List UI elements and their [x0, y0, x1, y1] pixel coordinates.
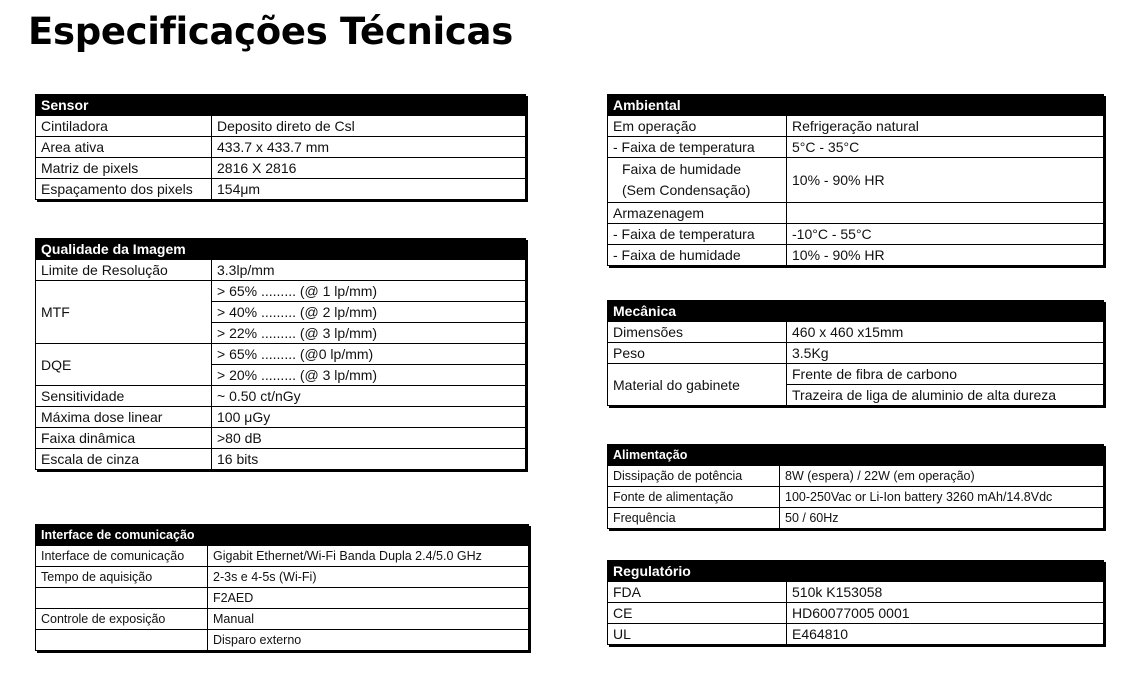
spec-value: > 40% ......... (@ 2 lp/mm) [212, 302, 526, 323]
spec-value: 3.3lp/mm [212, 260, 526, 281]
spec-label: - Faixa de temperatura [608, 224, 787, 245]
table-row [608, 603, 1104, 624]
section-header: Regulatório [608, 561, 1104, 582]
condensation-note: (Sem Condensação) [622, 182, 751, 198]
spec-value: 100-250Vac or Li-Ion battery 3260 mAh/14.8Vdc [780, 487, 1104, 508]
section-header: Ambiental [608, 95, 1104, 116]
table-row [36, 630, 529, 651]
spec-label-empty [36, 630, 208, 651]
spec-value: > 65% ......... (@ 1 lp/mm) [212, 281, 526, 302]
spec-label: Dimensões [608, 322, 787, 343]
spec-label: Cintiladora [36, 116, 212, 137]
spec-label: Frequência [608, 508, 780, 529]
table-row [608, 137, 1104, 158]
spec-label: Area ativa [36, 137, 212, 158]
spec-label: Faixa dinâmica [36, 428, 212, 449]
spec-label: Matriz de pixels [36, 158, 212, 179]
humidity-label: Faixa de humidade [622, 161, 742, 177]
table-row [608, 203, 1104, 224]
spec-value: Deposito direto de Csl [212, 116, 526, 137]
table-row [36, 116, 526, 137]
spec-value: 8W (espera) / 22W (em operação) [780, 466, 1104, 487]
spec-value: 10% - 90% HR [787, 158, 1104, 203]
communication-interface-table [35, 524, 529, 651]
spec-value: 16 bits [212, 449, 526, 470]
section-header: Interface de comunicação [36, 525, 529, 546]
table-row [608, 116, 1104, 137]
table-row [36, 567, 529, 588]
spec-value: Disparo externo [208, 630, 529, 651]
table-header-row [608, 561, 1104, 582]
table-row [36, 281, 526, 302]
spec-value: -10°C - 55°C [787, 224, 1104, 245]
spec-label: DQE [36, 344, 212, 386]
table-row [36, 137, 526, 158]
table-row [608, 343, 1104, 364]
spec-label: - Faixa de temperatura [608, 137, 787, 158]
spec-value: F2AED [208, 588, 529, 609]
table-header-row [608, 95, 1104, 116]
table-row [608, 466, 1104, 487]
spec-value: Trazeira de liga de aluminio de alta dureza [787, 385, 1104, 406]
spec-label: Dissipação de potência [608, 466, 780, 487]
spec-label: Máxima dose linear [36, 407, 212, 428]
spec-label: CE [608, 603, 787, 624]
table-row [608, 582, 1104, 603]
spec-value: ~ 0.50 ct/nGy [212, 386, 526, 407]
table-row [36, 407, 526, 428]
spec-value: 5°C - 35°C [787, 137, 1104, 158]
spec-value: 2816 X 2816 [212, 158, 526, 179]
table-header-row [36, 95, 526, 116]
spec-label: FDA [608, 582, 787, 603]
table-row [608, 245, 1104, 266]
spec-value: > 65% ......... (@0 lp/mm) [212, 344, 526, 365]
spec-value [787, 203, 1104, 224]
table-row [36, 158, 526, 179]
table-row [608, 322, 1104, 343]
table-row [36, 449, 526, 470]
spec-label: Em operação [608, 116, 787, 137]
table-header-row [608, 301, 1104, 322]
spec-value: Gigabit Ethernet/Wi-Fi Banda Dupla 2.4/5.0 GHz [208, 546, 529, 567]
spec-value: 100 μGy [212, 407, 526, 428]
spec-value: 154μm [212, 179, 526, 200]
table-row [36, 179, 526, 200]
spec-label: Sensitividade [36, 386, 212, 407]
spec-value: >80 dB [212, 428, 526, 449]
section-header: Alimentação [608, 445, 1104, 466]
section-header: Mecânica [608, 301, 1104, 322]
spec-value: 433.7 x 433.7 mm [212, 137, 526, 158]
table-header-row [36, 525, 529, 546]
spec-label-empty [36, 588, 208, 609]
spec-value: Manual [208, 609, 529, 630]
spec-value: Frente de fibra de carbono [787, 364, 1104, 385]
spec-value: 50 / 60Hz [780, 508, 1104, 529]
image-quality-table [35, 238, 526, 470]
table-header-row [36, 239, 526, 260]
spec-value: 510k K153058 [787, 582, 1104, 603]
spec-label: UL [608, 624, 787, 645]
spec-value: 2-3s e 4-5s (Wi-Fi) [208, 567, 529, 588]
section-header: Sensor [36, 95, 526, 116]
power-table [607, 444, 1104, 529]
spec-label: Armazenagem [608, 203, 787, 224]
table-row [608, 487, 1104, 508]
regulatory-table [607, 560, 1104, 645]
spec-label: Espaçamento dos pixels [36, 179, 212, 200]
spec-label: Controle de exposição [36, 609, 208, 630]
spec-value: Refrigeração natural [787, 116, 1104, 137]
spec-value: > 22% ......... (@ 3 lp/mm) [212, 323, 526, 344]
sensor-table [35, 94, 526, 200]
spec-value: 10% - 90% HR [787, 245, 1104, 266]
spec-label: MTF [36, 281, 212, 344]
spec-label: Interface de comunicação [36, 546, 208, 567]
spec-label: Fonte de alimentação [608, 487, 780, 508]
section-header: Qualidade da Imagem [36, 239, 526, 260]
table-row [36, 588, 529, 609]
table-row [36, 428, 526, 449]
table-row [608, 224, 1104, 245]
spec-label: Escala de cinza [36, 449, 212, 470]
spec-label: Material do gabinete [608, 364, 787, 406]
table-row [36, 609, 529, 630]
spec-label: Tempo de aquisição [36, 567, 208, 588]
spec-value: 460 x 460 x15mm [787, 322, 1104, 343]
environmental-table [607, 94, 1104, 266]
mechanical-table [607, 300, 1104, 406]
spec-value: 3.5Kg [787, 343, 1104, 364]
spec-label: - Faixa de humidade [608, 245, 787, 266]
table-row [608, 364, 1104, 385]
table-row [36, 546, 529, 567]
table-row [36, 260, 526, 281]
spec-value: > 20% ......... (@ 3 lp/mm) [212, 365, 526, 386]
table-row [608, 508, 1104, 529]
spec-value: HD60077005 0001 [787, 603, 1104, 624]
table-row [608, 158, 1104, 203]
table-header-row [608, 445, 1104, 466]
spec-label: Peso [608, 343, 787, 364]
spec-label: Limite de Resolução [36, 260, 212, 281]
page-title: Especificações Técnicas [28, 10, 513, 53]
table-row [36, 344, 526, 365]
table-row [608, 624, 1104, 645]
table-row [36, 386, 526, 407]
spec-value: E464810 [787, 624, 1104, 645]
spec-label [608, 158, 787, 203]
